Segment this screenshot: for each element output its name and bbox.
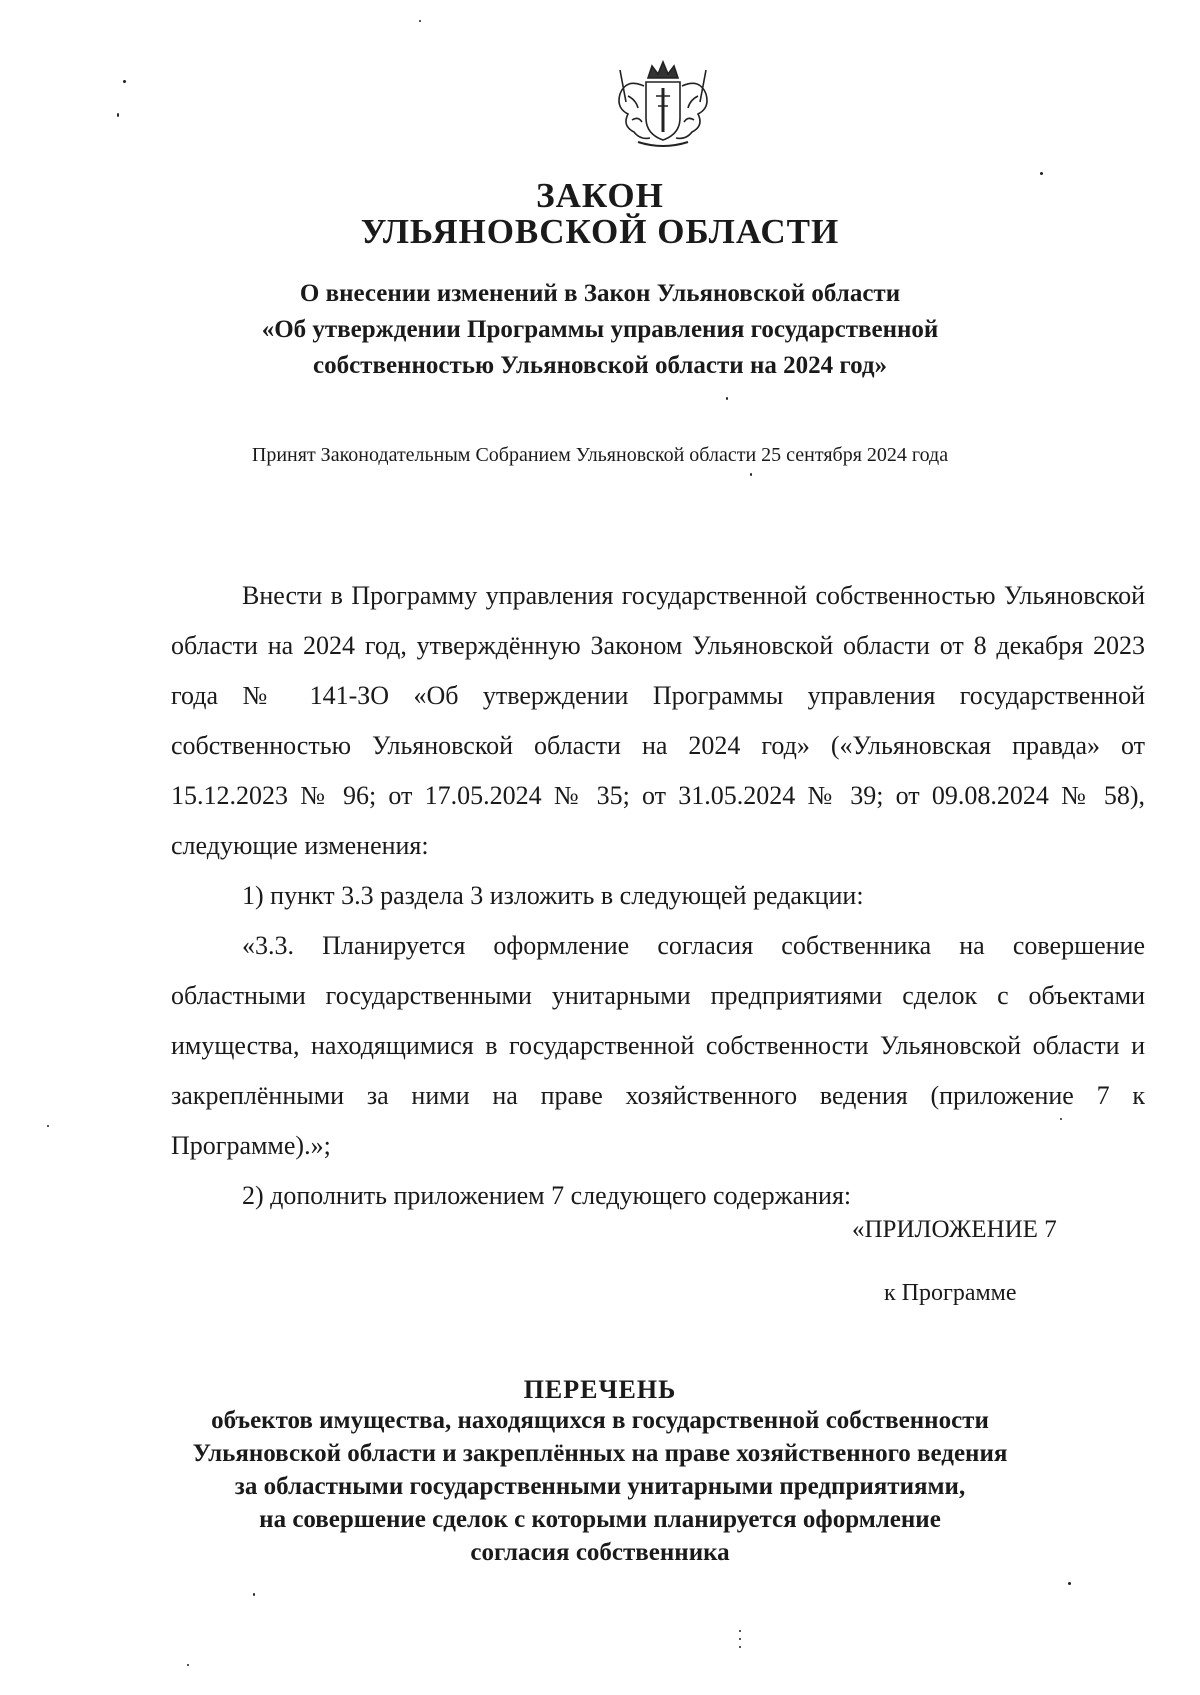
scan-speck bbox=[1040, 172, 1043, 175]
scan-speck bbox=[739, 1646, 741, 1648]
adoption-note: Принят Законодательным Собранием Ульяновской области 25 сентября 2024 года bbox=[251, 444, 949, 466]
subtitle-line: «Об утверждении Программы управления государственной bbox=[261, 316, 939, 343]
item-2: 2) дополнить приложением 7 следующего содержания: bbox=[242, 1181, 852, 1210]
list-subtitle-line: объектов имущества, находящихся в государственной собственности bbox=[211, 1407, 989, 1434]
law-region-title: УЛЬЯНОВСКОЙ ОБЛАСТИ bbox=[360, 212, 840, 251]
scan-speck bbox=[1060, 1118, 1062, 1120]
list-subtitle-line: Ульяновской области и закреплённых на праве хозяйственного ведения bbox=[192, 1440, 1008, 1467]
list-subtitle-line: на совершение сделок с которыми планируется оформление bbox=[259, 1506, 941, 1533]
subtitle-line: О внесении изменений в Закон Ульяновской области bbox=[299, 280, 901, 307]
law-body bbox=[171, 571, 1145, 1221]
scan-speck bbox=[419, 20, 421, 22]
scan-speck bbox=[726, 397, 728, 400]
scan-speck bbox=[739, 1638, 741, 1640]
scan-speck bbox=[187, 1664, 189, 1666]
scan-speck bbox=[253, 1593, 255, 1596]
law-subtitle bbox=[160, 276, 1040, 384]
coat-of-arms-icon bbox=[608, 56, 718, 152]
law-title: ЗАКОН bbox=[536, 176, 664, 215]
list-title: ПЕРЕЧЕНЬ bbox=[523, 1375, 677, 1404]
scan-speck bbox=[750, 473, 752, 476]
scan-speck bbox=[47, 1125, 49, 1127]
list-subtitle-line: за областными государственными унитарными предприятиями, bbox=[234, 1473, 966, 1500]
appendix-sub: к Программе bbox=[884, 1280, 1017, 1306]
appendix-label: «ПРИЛОЖЕНИЕ 7 bbox=[852, 1216, 1057, 1243]
scan-speck bbox=[739, 1630, 741, 1632]
list-subtitle bbox=[140, 1404, 1060, 1569]
subtitle-line: собственностью Ульяновской области на 2024 год» bbox=[312, 352, 888, 379]
list-subtitle-line: согласия собственника bbox=[470, 1539, 730, 1566]
scan-speck bbox=[117, 113, 119, 117]
intro-paragraph: Внести в Программу управления государственной собственностью Ульяновской области на 2024 год, утверждённую Законом Ульяновской области от 8 декабря 2023 года № 141-ЗО «Об утверждении Программы управления государственной собственностью Ульяновской области на 2024 год» («Ульяновская правда» от 15.12.2023 № 96; от 17.05.2024 № 35; от 31.05.2024 № 39; от 09.08.2024 № 58), следующие изменения: bbox=[171, 581, 1145, 860]
item-1-text: «3.3. Планируется оформление согласия собственника на совершение областными государственными унитарными предприятиями сделок с объектами имущества, находящимися в государственной собственности Ульяновской области и закреплёнными за ними на праве хозяйственного ведения (приложение 7 к Программе).»; bbox=[171, 931, 1145, 1160]
item-1: 1) пункт 3.3 раздела 3 изложить в следующей редакции: bbox=[242, 881, 864, 910]
scan-speck bbox=[1068, 1582, 1071, 1585]
scan-speck bbox=[123, 80, 126, 83]
